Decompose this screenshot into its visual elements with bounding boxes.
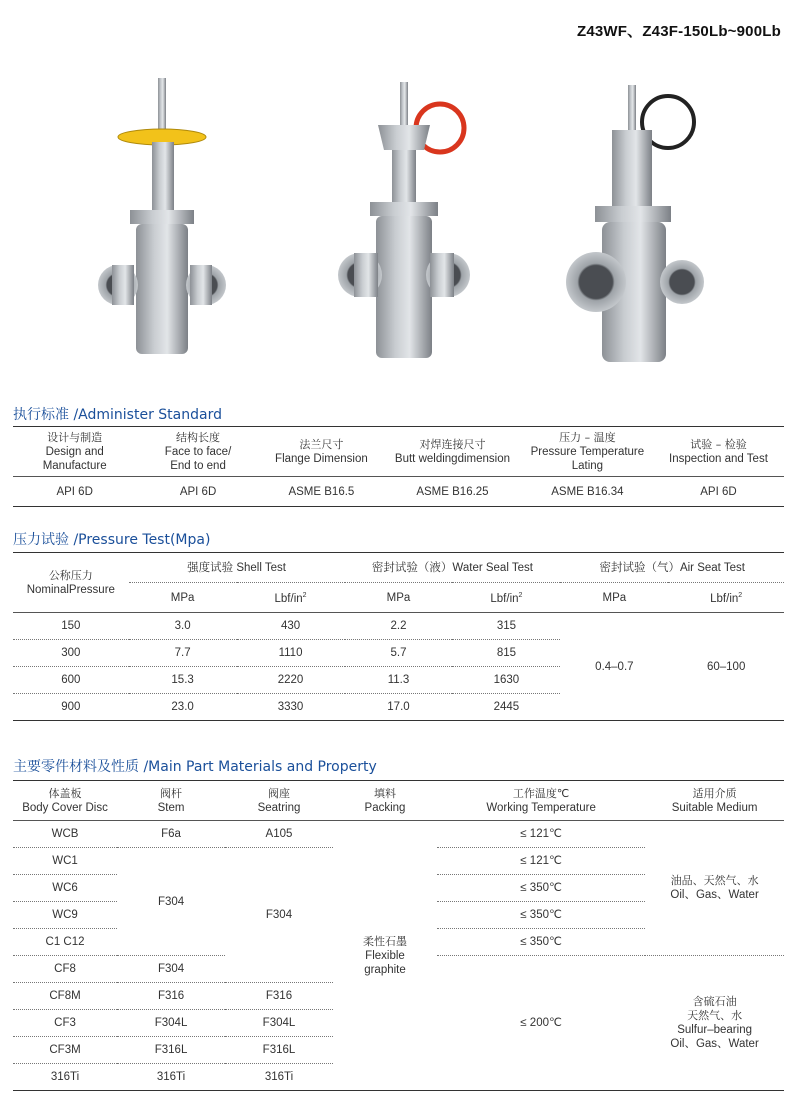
cell: 15.3 [129, 667, 237, 694]
std-col-flange: 法兰尺寸 Flange Dimension [275, 437, 368, 465]
medium-2: 含硫石油 天然气、水 Sulfur–bearing Oil、Gas、Water [670, 995, 759, 1050]
stem-cf8m: F316 [117, 983, 225, 1010]
std-val-butt: ASME B16.25 [416, 485, 489, 498]
shell-header: 强度试验 Shell Test [129, 553, 345, 583]
body-wc1: WC1 [13, 848, 117, 875]
valve-images [0, 70, 795, 380]
cell: 3.0 [129, 613, 237, 640]
standard-table [13, 426, 784, 507]
water-header: 密封试验（液）Water Seal Test [345, 553, 561, 583]
body-cf8: CF8 [13, 956, 117, 983]
cell: 7.7 [129, 640, 237, 667]
body-wc6: WC6 [13, 875, 117, 902]
stem-cf3m: F316L [117, 1037, 225, 1064]
temp-wc9: ≤ 350℃ [437, 902, 645, 929]
table-row [13, 613, 784, 640]
np-300: 300 [13, 640, 129, 667]
packing-cell: 柔性石墨 Flexible graphite [362, 934, 407, 976]
cell: 1110 [237, 640, 345, 667]
standard-heading: 执行标准 /Administer Standard [13, 407, 222, 423]
std-val-inspection: API 6D [700, 485, 737, 498]
water-mpa-header: MPa [386, 591, 411, 604]
air-lbf-header: Lbf/$in^2$ [710, 592, 743, 605]
pressure-table [13, 552, 784, 721]
temp-wc6: ≤ 350℃ [437, 875, 645, 902]
cell: 11.3 [345, 667, 453, 694]
shell-mpa-header: MPa [170, 591, 195, 604]
water-lbf-header: Lbf/$in^2$ [490, 592, 523, 605]
std-val-flange: ASME B16.5 [288, 485, 355, 498]
materials-heading: 主要零件材料及性质 /Main Part Materials and Property [13, 759, 377, 775]
cell: 815 [452, 640, 560, 667]
cell: 3330 [277, 701, 304, 713]
standard-header-row [13, 427, 784, 477]
body-wcb: WCB [13, 821, 117, 848]
cell: 17.0 [387, 701, 410, 713]
np-150: 150 [13, 613, 129, 640]
materials-header-row [13, 781, 784, 821]
std-col-inspection: 试验 – 检验 Inspection and Test [669, 437, 768, 465]
std-col-pressure: 压力 – 温度 Pressure Temperature Lating [530, 430, 645, 472]
stem-wcb: F6a [117, 821, 225, 848]
stem-cf3: F304L [117, 1010, 225, 1037]
temp-cf8-group: ≤ 200℃ [520, 1017, 562, 1029]
stem-316ti: 316Ti [156, 1071, 186, 1083]
air-header: 密封试验（气）Air Seat Test [560, 553, 784, 583]
valve-red-handwheel [338, 82, 470, 358]
body-cf8m: CF8M [13, 983, 117, 1010]
seat-cf8m: F316 [225, 983, 333, 1010]
stem-group: F304 [157, 895, 185, 908]
valve-black-handwheel [566, 85, 704, 362]
np-header: 公称压力 NominalPressure [26, 568, 115, 596]
body-c1c12: C1 C12 [13, 929, 117, 956]
pressure-heading: 压力试验 /Pressure Test(Mpa) [13, 532, 211, 548]
materials-table [13, 780, 784, 1091]
pressure-header-row-1 [13, 553, 784, 583]
medium-1: 油品、天然气、水 Oil、Gas、Water [645, 821, 784, 956]
seat-cf3: F304L [225, 1010, 333, 1037]
seat-wcb: A105 [225, 821, 333, 848]
standard-value-row [13, 477, 784, 507]
cell: 23.0 [171, 701, 194, 713]
temp-wc1: ≤ 121℃ [437, 848, 645, 875]
h-pack: 填料 Packing [364, 786, 406, 814]
std-val-pressure: ASME B16.34 [551, 485, 624, 498]
cell: 2445 [493, 701, 520, 713]
std-val-face: API 6D [179, 485, 217, 498]
std-col-face: 结构长度 Face to face/ End to end [164, 430, 232, 472]
cell: 2220 [237, 667, 345, 694]
std-col-butt: 对焊连接尺寸 Butt weldingdimension [394, 437, 510, 465]
h-temp: 工作温度℃ Working Temperature [486, 786, 596, 814]
valve-yellow-handwheel [98, 78, 226, 354]
cell: 5.7 [345, 640, 453, 667]
table-row [13, 821, 784, 848]
cell: 1630 [452, 667, 560, 694]
body-cf3m: CF3M [13, 1037, 117, 1064]
pressure-header-row-2 [13, 583, 784, 613]
stem-cf8: F304 [117, 956, 225, 983]
temp-wcb: ≤ 121℃ [437, 821, 645, 848]
body-wc9: WC9 [13, 902, 117, 929]
h-seat: 阀座 Seatring [257, 786, 301, 814]
air-lbf-value: 60–100 [706, 660, 746, 673]
cell: 315 [452, 613, 560, 640]
air-mpa-header: MPa [602, 591, 627, 604]
air-mpa-value: 0.4–0.7 [595, 660, 634, 673]
body-316ti: 316Ti [50, 1071, 80, 1083]
h-stem: 阀杆 Stem [157, 786, 185, 814]
std-col-design: 设计与制造 Design and Manufacture [42, 430, 107, 472]
cell: 430 [237, 613, 345, 640]
np-900: 900 [61, 701, 81, 713]
seat-group: F304 [225, 848, 333, 983]
temp-c1c12: ≤ 350℃ [437, 929, 645, 956]
cell: 2.2 [345, 613, 453, 640]
std-val-design: API 6D [56, 485, 93, 498]
page-title: Z43WF、Z43F-150Lb~900Lb [576, 23, 781, 40]
shell-lbf-header: Lbf/$in^2$ [274, 592, 307, 605]
h-body: 体盖板 Body Cover Disc [22, 786, 108, 814]
seat-cf3m: F316L [225, 1037, 333, 1064]
body-cf3: CF3 [13, 1010, 117, 1037]
np-600: 600 [13, 667, 129, 694]
seat-316ti: 316Ti [264, 1071, 294, 1083]
h-medium: 适用介质 Suitable Medium [671, 786, 758, 814]
